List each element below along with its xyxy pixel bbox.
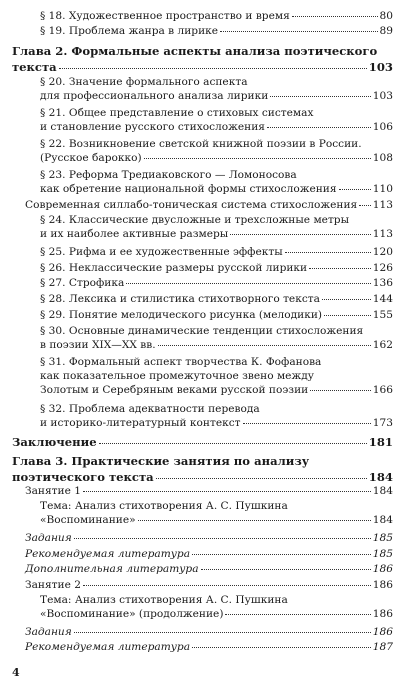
toc-entry-title: Дополнительная литература <box>25 563 199 575</box>
toc-page-number[interactable]: 166 <box>372 384 393 396</box>
toc-entry-line <box>40 355 393 369</box>
toc-page-number[interactable]: 103 <box>368 60 393 74</box>
toc-entry-title: Задания <box>25 532 72 544</box>
toc-page-number[interactable]: 103 <box>372 90 393 102</box>
toc-page-number[interactable]: 185 <box>372 532 393 544</box>
toc-entry-line <box>40 168 393 182</box>
toc-entry-title: и их наиболее активные размеры <box>40 228 229 240</box>
page-number: 4 <box>12 666 20 679</box>
toc-entry-title: § 29. Понятие мелодического рисунка (мелодики) <box>40 309 323 321</box>
toc-entry-line <box>40 513 393 527</box>
toc-entry-title: (Русское барокко) <box>40 152 142 164</box>
toc-chapter-line <box>12 43 393 59</box>
toc-entry-title: § 23. Реформа Тредиаковского — Ломоносова <box>40 169 297 181</box>
toc-leader-dots <box>99 443 367 444</box>
toc-entry-line <box>25 484 393 498</box>
toc-entry-title: и становление русского стихосложения <box>40 121 265 133</box>
toc-page-number[interactable]: 136 <box>372 277 393 289</box>
toc-entry-line <box>40 106 393 120</box>
toc-entry-title: § 26. Неклассические размеры русской лирики <box>40 262 308 274</box>
toc-entry-line <box>40 593 393 607</box>
toc-page-number[interactable]: 186 <box>372 579 393 591</box>
toc-leader-dots <box>74 538 371 539</box>
toc-leader-dots <box>243 423 371 424</box>
toc-entry-title: Золотым и Серебряным веками русской поэзии <box>40 384 309 396</box>
toc-page-number[interactable]: 89 <box>379 25 393 37</box>
toc-entry-title: Рекомендуемая литература <box>25 548 191 560</box>
toc-leader-dots <box>192 647 371 648</box>
toc-entry-line <box>40 151 393 165</box>
toc-entry-title: § 31. Формальный аспект творчества К. Фофанова <box>40 356 322 368</box>
toc-entry-title: как показательное промежуточное звено между <box>40 370 314 382</box>
toc-entry-title: поэтического текста <box>12 470 154 484</box>
toc-leader-dots <box>324 315 371 316</box>
toc-page-number[interactable]: 113 <box>372 199 393 211</box>
toc-entry-title: § 28. Лексика и стилистика стихотворного текста <box>40 293 320 305</box>
toc-page-number[interactable]: 108 <box>372 152 393 164</box>
toc-entry-line <box>40 245 393 259</box>
toc-chapter-line <box>12 469 393 485</box>
toc-entry-line <box>40 292 393 306</box>
toc-page-number[interactable]: 184 <box>372 485 393 497</box>
toc-entry-title: § 22. Возникновение светской книжной поэзии в России. <box>40 138 362 150</box>
toc-page-number[interactable]: 113 <box>372 228 393 240</box>
toc-leader-dots <box>138 520 371 521</box>
toc-entry-title: § 30. Основные динамические тенденции стихосложения <box>40 325 364 337</box>
toc-entry-line <box>25 578 393 592</box>
toc-leader-dots <box>292 16 378 17</box>
toc-entry-line <box>40 338 393 352</box>
toc-leader-dots <box>359 205 371 206</box>
toc-entry-line <box>40 9 393 23</box>
toc-entry-line <box>40 308 393 322</box>
toc-entry-title: Тема: Анализ стихотворения А. С. Пушкина <box>40 594 288 606</box>
toc-page-number[interactable]: 80 <box>379 10 393 22</box>
toc-leader-dots <box>309 268 371 269</box>
toc-entry-line <box>40 75 393 89</box>
toc-page-number[interactable]: 181 <box>368 435 393 449</box>
toc-entry-title: § 25. Рифма и ее художественные эффекты <box>40 246 283 258</box>
toc-chapter-line <box>12 59 393 75</box>
toc-entry-title: § 24. Классические двусложные и трехсложные метры <box>40 214 350 226</box>
toc-entry-line <box>40 402 393 416</box>
toc-page-number[interactable]: 186 <box>372 608 393 620</box>
toc-leader-dots <box>267 127 371 128</box>
toc-entry-title: Заключение <box>12 435 97 449</box>
toc-leader-dots <box>230 234 371 235</box>
toc-page-number[interactable]: 144 <box>372 293 393 305</box>
toc-entry-line <box>25 640 393 654</box>
toc-entry-line <box>40 383 393 397</box>
toc-entry-title: Глава 2. Формальные аспекты анализа поэтического <box>12 44 378 58</box>
toc-entry-line <box>40 499 393 513</box>
toc-chapter-line <box>12 434 393 450</box>
toc-leader-dots <box>310 390 371 391</box>
toc-entry-title: «Воспоминание» <box>40 514 136 526</box>
toc-leader-dots <box>220 31 377 32</box>
toc-leader-dots <box>339 189 371 190</box>
toc-entry-title: Занятие 2 <box>25 579 81 591</box>
toc-leader-dots <box>192 554 371 555</box>
toc-entry-title: Тема: Анализ стихотворения А. С. Пушкина <box>40 500 288 512</box>
toc-entry-title: Современная силлабо-тоническая система стихосложения <box>25 199 358 211</box>
toc-entry-line <box>40 213 393 227</box>
toc-entry-line <box>25 547 393 561</box>
toc-entry-line <box>40 369 393 383</box>
toc-page-number[interactable]: 162 <box>372 339 393 351</box>
toc-leader-dots <box>74 632 371 633</box>
toc-page-number[interactable]: 184 <box>372 514 393 526</box>
toc-entry-line <box>40 607 393 621</box>
toc-page-number[interactable]: 184 <box>368 470 393 484</box>
toc-page-number[interactable]: 185 <box>372 548 393 560</box>
toc-entry-title: § 21. Общее представление о стиховых системах <box>40 107 314 119</box>
toc-entry-line <box>40 416 393 430</box>
toc-entry-title: § 20. Значение формального аспекта <box>40 76 248 88</box>
toc-page-number[interactable]: 187 <box>372 641 393 653</box>
toc-entry-line <box>40 24 393 38</box>
toc-entry-line <box>40 276 393 290</box>
toc-page-number[interactable]: 106 <box>372 121 393 133</box>
toc-entry-line <box>40 261 393 275</box>
toc-entry-line <box>40 137 393 151</box>
toc-entry-line <box>40 227 393 241</box>
toc-leader-dots <box>270 96 371 97</box>
toc-page-number[interactable]: 186 <box>372 563 393 575</box>
toc-leader-dots <box>225 614 370 615</box>
toc-entry-line <box>40 89 393 103</box>
toc-entry-title: § 32. Проблема адекватности перевода <box>40 403 260 415</box>
toc-leader-dots <box>83 585 371 586</box>
toc-entry-line <box>25 198 393 212</box>
toc-page-number[interactable]: 155 <box>372 309 393 321</box>
toc-entry-title: текста <box>12 60 57 74</box>
toc-page-number[interactable]: 173 <box>372 417 393 429</box>
toc-entry-title: и историко-литературный контекст <box>40 417 241 429</box>
toc-entry-line <box>40 182 393 196</box>
toc-page-number[interactable]: 126 <box>372 262 393 274</box>
toc-page-number[interactable]: 186 <box>372 626 393 638</box>
toc-leader-dots <box>322 299 371 300</box>
toc-leader-dots <box>126 283 370 284</box>
toc-entry-line <box>25 562 393 576</box>
toc-leader-dots <box>144 158 371 159</box>
toc-leader-dots <box>59 68 367 69</box>
toc-page-number[interactable]: 110 <box>372 183 393 195</box>
toc-entry-title: Занятие 1 <box>25 485 81 497</box>
toc-entry-line <box>25 531 393 545</box>
toc-entry-title: как обретение национальной формы стихосложения <box>40 183 337 195</box>
toc-entry-title: Глава 3. Практические занятия по анализу <box>12 454 310 468</box>
toc-entry-title: § 18. Художественное пространство и время <box>40 10 290 22</box>
toc-entry-title: «Воспоминание» (продолжение) <box>40 608 224 620</box>
toc-leader-dots <box>83 491 371 492</box>
toc-entry-line <box>25 625 393 639</box>
toc-entry-title: Задания <box>25 626 72 638</box>
toc-entry-line <box>40 120 393 134</box>
toc-page-number[interactable]: 120 <box>372 246 393 258</box>
toc-leader-dots <box>285 252 371 253</box>
toc-leader-dots <box>201 569 371 570</box>
toc-leader-dots <box>156 478 367 479</box>
toc-entry-title: § 27. Строфика <box>40 277 125 289</box>
toc-entry-title: для профессионального анализа лирики <box>40 90 269 102</box>
toc-entry-title: Рекомендуемая литература <box>25 641 191 653</box>
toc-entry-title: в поэзии XIX—XX вв. <box>40 339 156 351</box>
toc-entry-title: § 19. Проблема жанра в лирике <box>40 25 219 37</box>
toc-entry-line <box>40 324 393 338</box>
toc-leader-dots <box>158 345 371 346</box>
toc-chapter-line <box>12 453 393 469</box>
